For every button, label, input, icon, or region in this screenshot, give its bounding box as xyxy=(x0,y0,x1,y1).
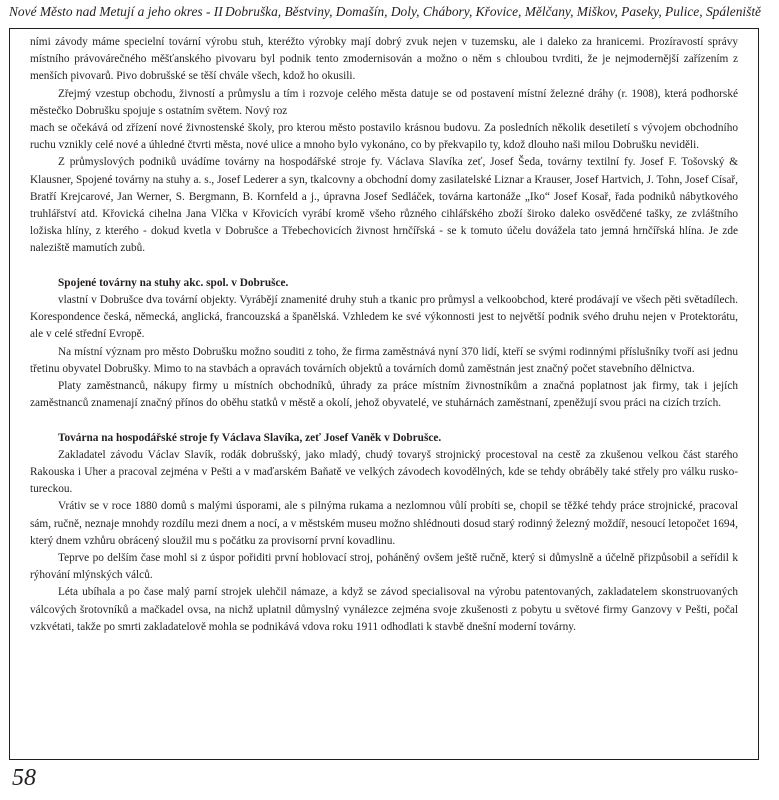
paragraph: Zakladatel závodu Václav Slavík, rodák dobrušský, jako mladý, chudý tovaryš strojnický procestoval na cestě za zkušenou velkou část starého Rakouska i Uher a pracoval zejména v Pešti a v maďarském Baňatě ve velkých závodech kovodělných, kde se tehdy obráběly také střely pro válku rusko-tureckou. xyxy=(30,448,738,496)
section-heading-ribbons: Spojené továrny na stuhy akc. spol. v Dobrušce. xyxy=(58,276,289,289)
paragraph: Vrátiv se v roce 1880 domů s malými úsporami, ale s pilnýma rukama a nezlomnou vůlí probíti se, chopil se těžké tehdy práce strojnické, pracoval sám, ručně, neznaje mnohdy rozdílu mezi dnem a nocí, a v městském museu možno shlédnouti dosud starý rodinný železný moždíř, nesoucí letopočet 1694, který dnem vzhůru obrácený sloužil mu s počátku za provisorní první kovadlinu. xyxy=(30,500,738,547)
section-gap xyxy=(30,412,738,429)
header-right-places: Dobruška, Běstviny, Domašín, Doly, Chábory, Křovice, Mělčany, Miškov, Paseky, Pulice, Spáleniště xyxy=(224,4,761,19)
section-heading-machinery: Továrna na hospodářské stroje fy Václava Slavíka, zeť Josef Vaněk v Dobrušce. xyxy=(58,431,442,444)
text-frame xyxy=(9,28,759,760)
paragraph: Teprve po delším čase mohl si z úspor pořiditi první hoblovací stroj, poháněný ovšem ještě ručně, který si důmyslně a účelně přizpůsobil a seřídil k rýhování mlýnských válců. xyxy=(30,552,738,582)
page-body xyxy=(30,34,738,636)
header-left-title: Nové Město nad Metují a jeho okres - II xyxy=(9,4,223,19)
paragraph: Zřejmý vzestup obchodu, živností a průmyslu a tím i rozvoje celého města datuje se od postavení místní železné dráhy (r. 1908), která podhorské městečko Dobrušku spojuje s ostatním světem. Nový roz xyxy=(30,87,738,117)
paragraph: Platy zaměstnanců, nákupy firmy u místních obchodníků, úhrady za práce místním živnostníkům a značná poplatnost jak firmy, tak i jejích zaměstnanců znamenají značný přínos do oběhu statků v městě a okolí, jehož obyvatelé, ve stuhárnách zaměstnaní, zpeněžují svou práci na cizích trzích. xyxy=(30,380,738,410)
running-header xyxy=(9,0,761,26)
paragraph: Na místní význam pro město Dobrušku možno souditi z toho, že firma zaměstnává nyní 370 lidí, kteří se svými rodinnými příslušníky tvoří asi jednu třetinu obyvatel Dobrušky. Mimo to na stavbách a opravách továrních objektů a továrních domů zaměstnán jest značný počet stavebního dělnictva. xyxy=(30,345,738,375)
paragraph: ními závody máme specielní tovární výrobu stuh, kteréžto výrobky mají dobrý zvuk nejen v tuzemsku, ale i daleko za hranicemi. Prozíravostí správy místního právovárečného měšťanského pivovaru byl podnik tento zmodernisován a možno o něm s chloubou tvrditi, že je nejmodernější zařízením z menších pivovarů. Pivo dobrušské se těší chvále všech, kdož ho okusili. xyxy=(30,36,738,83)
paragraph: mach se očekává od zřízení nové živnostenské školy, pro kterou město postavilo krásnou budovu. Za posledních několik desetiletí s vývojem obchodního ruchu vznikly celé nové a úhledné čtvrti města, nové ulice a mnoho bylo vykonáno, co by překvapilo ty, kdož dlouho naši milou Dobrušku neviděli. xyxy=(30,122,738,152)
section-gap xyxy=(30,258,738,275)
page-number: 58 xyxy=(12,765,36,791)
paragraph: vlastní v Dobrušce dva tovární objekty. Vyrábějí znamenité druhy stuh a tkanic pro průmysl a velkoobchod, které prodávají ve všech pěti světadílech. Korespondence česká, německá, anglická, francouzská a španělská. Vzhledem ke své výkonnosti jest to největší podnik svého druhu nejen v Protektorátu, ale v celé střední Evropě. xyxy=(30,294,738,341)
paragraph: Z průmyslových podniků uvádíme továrny na hospodářské stroje fy. Václava Slavíka zeť, Josef Šeda, továrny textilní fy. Josef F. Tošovský & Klausner, Spojené továrny na stuhy a. s., Josef Lederer a syn, tkalcovny a obchodní domy zasilatelské Liznar a Krauser, Josef Hartvich, J. Tohn, Josef Císař, Bratří Krejcarové, Jan Werner, S. Bergmann, B. Kornfeld a j., úpravna Josef Sedláček, továrna kartonáže „Iko“ Josef Kosař, řada podniků nábytkového truhlářství atd. Křovická cihelna Jana Vlčka v Křovicích vyrábí kromě všeho různého cihlářského zboží široko daleko osvědčené tašky, ze zvláštního ložiska hlíny, z kterého - dokud kvetla v Dobrušce a Třebechovicích živnost hrnčířská - se k tomuto účelu dovážela tato jemná hrnčířská hlína. Je zde naleziště mamutích zubů. xyxy=(30,156,738,255)
paragraph: Léta ubíhala a po čase malý parní strojek ulehčil námaze, a když se závod specialisoval na výrobu patentovaných, zakladatelem skonstruovaných válcových šrotovníků a mačkadel ovsa, na nichž uplatnil důmyslný vynálezce zejména svoje zkušenosti z pobytu u světové firmy Ganzovy v Pešti, počal vzkvétati, takže po smrti zakladatelově mohla se podnikává vdova roku 1911 odhodlati k stavbě dnešní moderní továrny. xyxy=(30,586,738,633)
